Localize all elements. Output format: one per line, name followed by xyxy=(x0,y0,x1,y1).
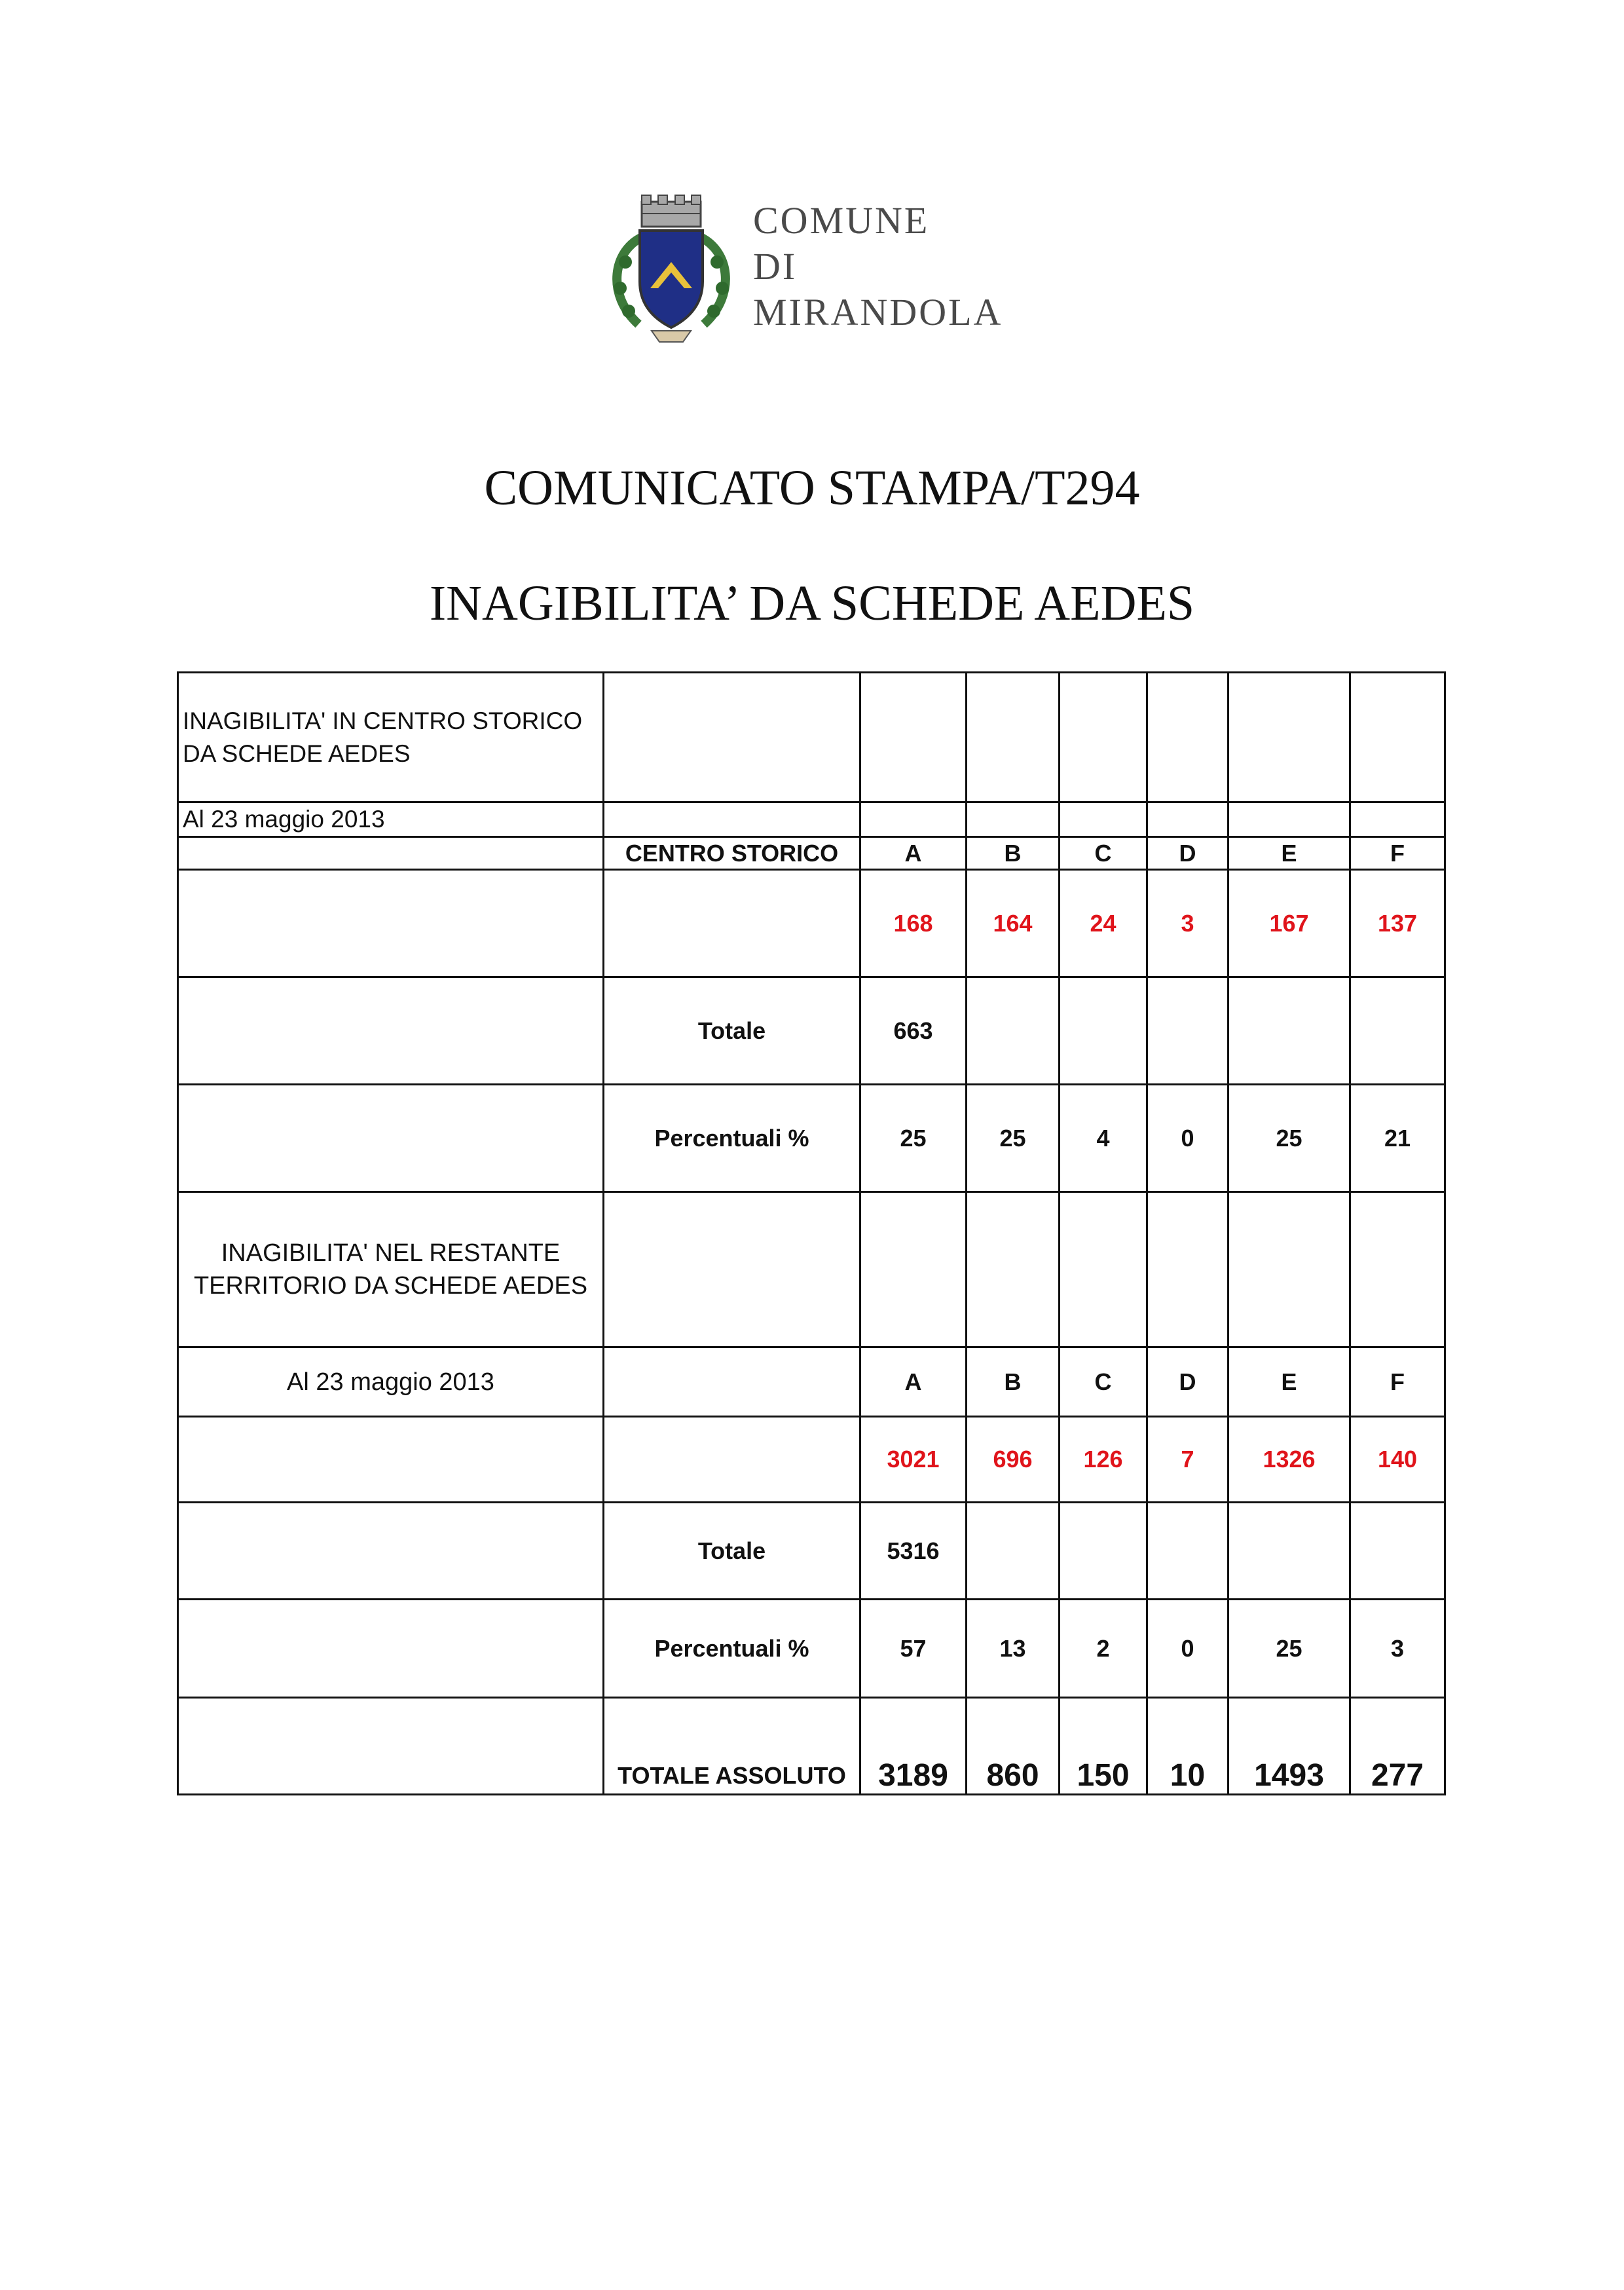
section1-percent-row xyxy=(178,1085,1445,1192)
section2-title-row xyxy=(178,1192,1445,1347)
org-name-line1: COMUNE xyxy=(753,199,930,242)
section1-title: INAGIBILITA' IN CENTRO STORICO DA SCHEDE AEDES xyxy=(178,673,604,802)
org-name-line3: MIRANDOLA xyxy=(753,291,1003,333)
section2-percent-e: 25 xyxy=(1228,1600,1350,1698)
section1-percent-label: Percentuali % xyxy=(604,1085,860,1192)
section2-total-label: Totale xyxy=(604,1503,860,1600)
section2-category-d: D xyxy=(1147,1347,1228,1417)
crest-icon xyxy=(599,190,743,347)
section1-value-c: 24 xyxy=(1060,870,1147,977)
org-name xyxy=(753,198,1003,335)
grand-total-d: 10 xyxy=(1147,1698,1228,1795)
section2-total-value: 5316 xyxy=(860,1503,967,1600)
section2-percent-row xyxy=(178,1600,1445,1698)
section1-percent-f: 21 xyxy=(1350,1085,1445,1192)
press-release-title: COMUNICATO STAMPA/T294 xyxy=(484,460,1140,516)
grand-total-label: TOTALE ASSOLUTO xyxy=(604,1698,860,1795)
grand-total-e: 1493 xyxy=(1228,1698,1350,1795)
grand-total-f: 277 xyxy=(1350,1698,1445,1795)
section1-value-e: 167 xyxy=(1228,870,1350,977)
section1-category-d: D xyxy=(1147,837,1228,870)
section2-category-a: A xyxy=(860,1347,967,1417)
section2-title: INAGIBILITA' NEL RESTANTE TERRITORIO DA SCHEDE AEDES xyxy=(178,1192,604,1347)
section2-header-row xyxy=(178,1347,1445,1417)
section1-percent-c: 4 xyxy=(1060,1085,1147,1192)
section2-date: Al 23 maggio 2013 xyxy=(178,1347,604,1417)
section2-category-b: B xyxy=(967,1347,1060,1417)
section1-percent-d: 0 xyxy=(1147,1085,1228,1192)
section2-values-row xyxy=(178,1417,1445,1503)
section1-category-a: A xyxy=(860,837,967,870)
section1-total-value: 663 xyxy=(860,977,967,1085)
section2-value-c: 126 xyxy=(1060,1417,1147,1503)
section2-category-f: F xyxy=(1350,1347,1445,1417)
section2-percent-c: 2 xyxy=(1060,1600,1147,1698)
section2-percent-label: Percentuali % xyxy=(604,1600,860,1698)
section2-value-d: 7 xyxy=(1147,1417,1228,1503)
section1-date-row xyxy=(178,802,1445,837)
section1-header-label: CENTRO STORICO xyxy=(604,837,860,870)
section1-category-e: E xyxy=(1228,837,1350,870)
section1-value-d: 3 xyxy=(1147,870,1228,977)
section2-total-row xyxy=(178,1503,1445,1600)
section1-category-f: F xyxy=(1350,837,1445,870)
section1-category-c: C xyxy=(1060,837,1147,870)
document-subtitle: INAGIBILITA’ DA SCHEDE AEDES xyxy=(429,576,1195,631)
section1-total-row xyxy=(178,977,1445,1085)
section2-category-c: C xyxy=(1060,1347,1147,1417)
section1-category-b: B xyxy=(967,837,1060,870)
grand-total-a: 3189 xyxy=(860,1698,967,1795)
section1-date: Al 23 maggio 2013 xyxy=(178,802,604,837)
grand-total-b: 860 xyxy=(967,1698,1060,1795)
section2-percent-b: 13 xyxy=(967,1600,1060,1698)
section2-percent-f: 3 xyxy=(1350,1600,1445,1698)
section1-value-f: 137 xyxy=(1350,870,1445,977)
header xyxy=(599,190,1058,360)
section1-values-row xyxy=(178,870,1445,977)
section2-percent-d: 0 xyxy=(1147,1600,1228,1698)
org-name-line2: DI xyxy=(753,245,798,288)
section1-percent-a: 25 xyxy=(860,1085,967,1192)
section2-category-e: E xyxy=(1228,1347,1350,1417)
section2-value-b: 696 xyxy=(967,1417,1060,1503)
section1-percent-e: 25 xyxy=(1228,1085,1350,1192)
section1-header-row xyxy=(178,837,1445,870)
section1-percent-b: 25 xyxy=(967,1085,1060,1192)
section1-value-b: 164 xyxy=(967,870,1060,977)
section1-value-a: 168 xyxy=(860,870,967,977)
section2-value-e: 1326 xyxy=(1228,1417,1350,1503)
section2-value-f: 140 xyxy=(1350,1417,1445,1503)
section1-total-label: Totale xyxy=(604,977,860,1085)
section1-title-row xyxy=(178,673,1445,802)
grand-total-c: 150 xyxy=(1060,1698,1147,1795)
section2-value-a: 3021 xyxy=(860,1417,967,1503)
grand-total-row xyxy=(178,1698,1445,1795)
aedes-table xyxy=(177,671,1446,1795)
section2-percent-a: 57 xyxy=(860,1600,967,1698)
